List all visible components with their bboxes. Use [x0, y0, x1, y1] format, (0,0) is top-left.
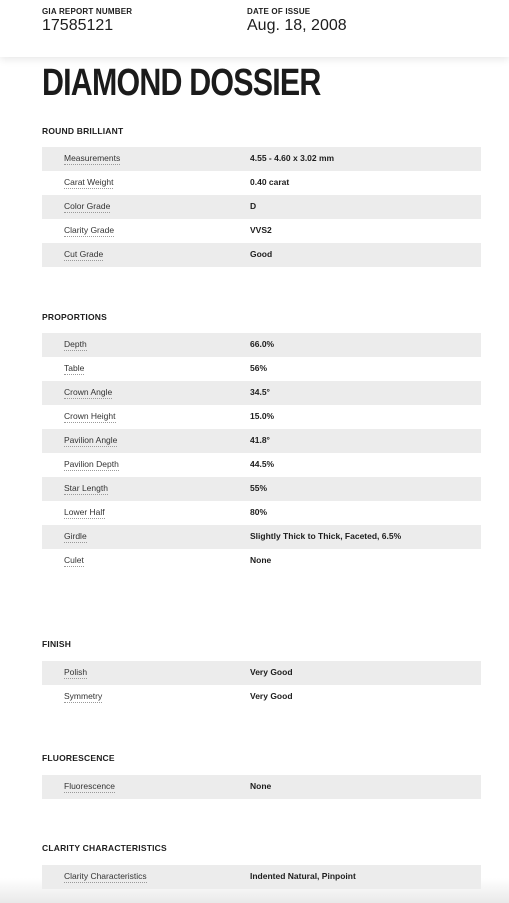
row-label[interactable]: Culet: [64, 555, 84, 565]
page-title: DIAMOND DOSSIER: [42, 62, 321, 104]
row-value: 80%: [250, 507, 268, 517]
row-value: 0.40 carat: [250, 177, 290, 187]
fluorescence-table: [42, 775, 481, 799]
row-value: Indented Natural, Pinpoint: [250, 871, 356, 881]
section-heading-finish: FINISH: [42, 639, 72, 649]
row-label[interactable]: Color Grade: [64, 201, 111, 211]
row-label[interactable]: Pavilion Depth: [64, 459, 119, 469]
table-row: [42, 775, 481, 799]
row-value: 15.0%: [250, 411, 275, 421]
row-value: 55%: [250, 483, 268, 493]
round-brilliant-table: [42, 147, 481, 267]
row-label[interactable]: Cut Grade: [64, 249, 104, 259]
row-label[interactable]: Clarity Grade: [64, 225, 115, 235]
table-row: [42, 501, 481, 525]
table-row: [42, 453, 481, 477]
row-label[interactable]: Crown Angle: [64, 387, 113, 397]
table-row: [42, 405, 481, 429]
row-value: 4.55 - 4.60 x 3.02 mm: [250, 153, 335, 163]
table-row: [42, 243, 481, 267]
row-label[interactable]: Lower Half: [64, 507, 105, 517]
issue-date-label: DATE OF ISSUE: [247, 7, 311, 16]
section-heading-fluorescence: FLUORESCENCE: [42, 753, 115, 763]
issue-date: Aug. 18, 2008: [247, 17, 347, 34]
row-label[interactable]: Symmetry: [64, 691, 103, 701]
row-label[interactable]: Table: [64, 363, 85, 373]
row-label[interactable]: Depth: [64, 339, 87, 349]
report-number-label: GIA REPORT NUMBER: [42, 7, 133, 16]
row-label[interactable]: Clarity Characteristics: [64, 871, 147, 881]
table-row: [42, 333, 481, 357]
row-value: None: [250, 555, 272, 565]
row-label[interactable]: Fluorescence: [64, 781, 116, 791]
row-label[interactable]: Crown Height: [64, 411, 116, 421]
row-value: 34.5°: [250, 387, 270, 397]
row-label[interactable]: Girdle: [64, 531, 87, 541]
table-row: [42, 429, 481, 453]
finish-table: [42, 661, 481, 709]
table-row: [42, 661, 481, 685]
section-heading-proportions: PROPORTIONS: [42, 312, 108, 322]
report-number: 17585121: [42, 17, 114, 34]
table-row: [42, 477, 481, 501]
table-row: [42, 381, 481, 405]
table-row: [42, 171, 481, 195]
table-row: [42, 147, 481, 171]
clarity-characteristics-table: [42, 865, 481, 889]
row-label[interactable]: Measurements: [64, 153, 121, 163]
table-row: [42, 685, 481, 709]
table-row: [42, 525, 481, 549]
row-value: Good: [250, 249, 273, 259]
row-value: VVS2: [250, 225, 272, 235]
table-row: [42, 865, 481, 889]
row-label[interactable]: Star Length: [64, 483, 108, 493]
row-value: Very Good: [250, 667, 293, 677]
table-row: [42, 357, 481, 381]
row-value: Slightly Thick to Thick, Faceted, 6.5%: [250, 531, 402, 541]
row-value: 41.8°: [250, 435, 270, 445]
row-value: 56%: [250, 363, 268, 373]
row-value: D: [250, 201, 257, 211]
row-label[interactable]: Carat Weight: [64, 177, 114, 187]
section-heading-round-brilliant: ROUND BRILLIANT: [42, 126, 124, 136]
proportions-table: [42, 333, 481, 573]
table-row: [42, 195, 481, 219]
section-heading-clarity-characteristics: CLARITY CHARACTERISTICS: [42, 843, 167, 853]
report-header: [0, 0, 509, 57]
row-value: None: [250, 781, 272, 791]
row-value: Very Good: [250, 691, 293, 701]
table-row: [42, 549, 481, 573]
row-value: 44.5%: [250, 459, 275, 469]
row-label[interactable]: Pavilion Angle: [64, 435, 118, 445]
issue-date-block: [247, 7, 347, 35]
report-number-block: [42, 7, 132, 35]
table-row: [42, 219, 481, 243]
row-label[interactable]: Polish: [64, 667, 88, 677]
row-value: 66.0%: [250, 339, 275, 349]
